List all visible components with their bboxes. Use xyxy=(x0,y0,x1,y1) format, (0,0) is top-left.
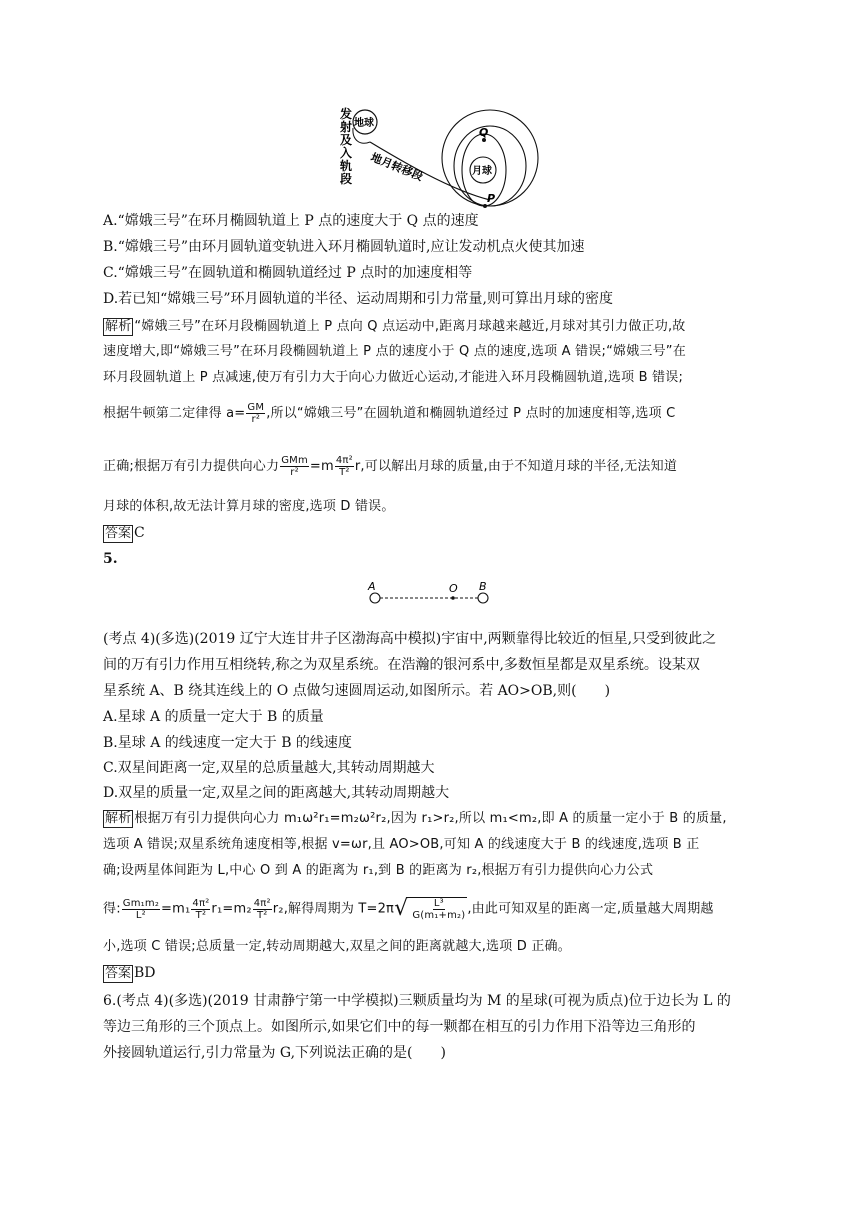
q5-solution-line-1: 解析 根据万有引力提供向心力 m₁ω²r₁=m₂ω²r₂,因为 r₁>r₂,所以 m₁<m₂,即 A 的质量一定小于 B 的质量, xyxy=(105,811,727,826)
center-o xyxy=(451,596,455,600)
formula-fraction: $\frac{\text{4π²}}{\text{T²}}$ xyxy=(335,455,353,478)
q6-stem-line-2: 等边三角形的三个顶点上。如图所示,如果它们中的每一颗都在相互的引力作用下沿等边三角形的 xyxy=(103,1019,696,1035)
square-root: √ $\frac{\text{L³}}{\text{G(m₁+m₂)}}$ xyxy=(394,896,466,921)
q4-solution-line-6: 月球的体积,故无法计算月球的密度,选项 D 错误。 xyxy=(103,499,395,514)
formula-fraction: $\frac{\text{GMm}}{\text{r²}}$ xyxy=(281,455,308,478)
q5-solution-line-2: 选项 A 错误;双星系统角速度相等,根据 v=ωr,且 AO>OB,可知 A 的线速度大于 B 的线速度,选项 B 正 xyxy=(103,837,700,852)
q5-solution-line-3: 确;设两星体间距为 L,中心 O 到 A 的距离为 r₁,到 B 的距离为 r₂,根据万有引力提供向心力公式 xyxy=(103,863,654,878)
launch-label-1: 发 xyxy=(340,107,353,121)
formula-fraction: $\frac{\text{4π²}}{\text{T²}}$ xyxy=(192,897,210,921)
q4-answer: 答案 C xyxy=(105,525,145,541)
solution-tag: 解析 xyxy=(105,319,132,334)
formula-fraction: $\frac{GM}{\text{r²}}$ xyxy=(247,402,265,425)
q5-number: 5. xyxy=(103,551,118,567)
q5-option-b: B.星球 A 的线速度一定大于 B 的线速度 xyxy=(103,735,352,751)
solution-tag: 解析 xyxy=(105,811,132,826)
q5-option-a: A.星球 A 的质量一定大于 B 的质量 xyxy=(103,709,324,725)
fig-label-o: O xyxy=(449,582,458,595)
q5-stem-line-2: 间的万有引力作用互相绕转,称之为双星系统。在浩瀚的银河系中,多数恒星都是双星系统。设某双 xyxy=(103,657,700,673)
q5-answer: 答案 BD xyxy=(105,965,156,981)
transfer-label: 地月转移段 xyxy=(368,150,425,184)
launch-label-5: 轨 xyxy=(340,159,353,173)
launch-label-4: 入 xyxy=(340,146,353,160)
q5-solution-line-4: 得: $\frac{\text{Gm₁m₂}}{\text{L²}}$ =m₁ $\frac{\text{4π²}}{\text{T²}}$ r₁=m₂ $\frac{\text{4π²}}{\text{T²}}$ r₂,解得周期为 T=2π √ $\frac{\text{L³}}{\text{G(m₁+m₂)}}$ ,由此可知双星的距离一定,质量越大周期越 xyxy=(103,896,714,921)
binary-star-figure xyxy=(360,578,500,612)
q4-solution-line-2: 速度增大,即“嫦娥三号”在环月段椭圆轨道上 P 点的速度小于 Q 点的速度,选项 A 错误;“嫦娥三号”在 xyxy=(103,344,686,359)
star-a xyxy=(370,593,380,603)
q4-solution-line-3: 环月段圆轨道上 P 点减速,使万有引力大于向心力做近心运动,才能进入环月段椭圆轨道,选项 B 错误; xyxy=(103,370,684,385)
formula-fraction: $\frac{\text{4π²}}{\text{T²}}$ xyxy=(253,897,271,921)
q4-option-d: D.若已知“嫦娥三号”环月圆轨道的半径、运动周期和引力常量,则可算出月球的密度 xyxy=(103,291,613,307)
moon-label: 月球 xyxy=(472,166,492,177)
launch-path xyxy=(353,128,370,143)
q5-stem-line-1: (考点 4)(多选)(2019 辽宁大连甘井子区渤海高中模拟)宇宙中,两颗靠得比较近的恒星,只受到彼此之 xyxy=(103,631,717,647)
fig-label-a: A xyxy=(368,580,376,593)
p-label: P xyxy=(487,192,496,205)
q4-option-b: B.“嫦娥三号”由环月圆轨道变轨进入环月椭圆轨道时,应让发动机点火使其加速 xyxy=(103,239,585,255)
launch-label-3: 及 xyxy=(340,133,353,147)
q6-stem-line-3: 外接圆轨道运行,引力常量为 G,下列说法正确的是( ) xyxy=(103,1045,446,1061)
q5-stem-line-3: 星系统 A、B 绕其连线上的 O 点做匀速圆周运动,如图所示。若 AO>OB,则( ) xyxy=(103,683,611,699)
q4-solution-line-4: 根据牛顿第二定律得 a= $\frac{GM}{\text{r²}}$ ,所以“嫦娥三号”在圆轨道和椭圆轨道经过 P 点时的加速度相等,选项 C xyxy=(103,402,676,425)
launch-label-2: 射 xyxy=(340,120,353,134)
q4-solution-line-1: 解析 “嫦娥三号”在环月段椭圆轨道上 P 点向 Q 点运动中,距离月球越来越近,月球对其引力做正功,故 xyxy=(105,319,686,334)
answer-tag: 答案 xyxy=(105,966,132,981)
earth-label: 地球 xyxy=(354,118,374,129)
q5-option-d: D.双星的质量一定,双星之间的距离越大,其转动周期越大 xyxy=(103,785,450,801)
q4-option-c: C.“嫦娥三号”在圆轨道和椭圆轨道经过 P 点时的加速度相等 xyxy=(103,265,473,281)
fig-label-b: B xyxy=(479,580,487,593)
q-label: Q xyxy=(479,126,489,139)
q4-solution-line-5: 正确;根据万有引力提供向心力 $\frac{\text{GMm}}{\text{r²}}$ =m $\frac{\text{4π²}}{\text{T²}}$ r,可以解出月球的质量,由于不知道月球的半径,无法知道 xyxy=(103,455,678,478)
orbit-figure xyxy=(330,100,540,210)
answer-tag: 答案 xyxy=(105,526,132,541)
q5-solution-line-5: 小,选项 C 错误;总质量一定,转动周期越大,双星之间的距离就越大,选项 D 正确。 xyxy=(103,939,571,954)
q5-option-c: C.双星间距离一定,双星的总质量越大,其转动周期越大 xyxy=(103,760,435,776)
star-b xyxy=(478,593,488,603)
formula-fraction: $\frac{\text{Gm₁m₂}}{\text{L²}}$ xyxy=(122,897,160,921)
q6-stem-line-1: 6.(考点 4)(多选)(2019 甘肃静宁第一中学模拟)三颗质量均为 M 的星球(可视为质点)位于边长为 L 的 xyxy=(103,993,731,1009)
launch-label-6: 段 xyxy=(340,172,353,186)
q4-option-a: A.“嫦娥三号”在环月椭圆轨道上 P 点的速度大于 Q 点的速度 xyxy=(103,213,479,229)
